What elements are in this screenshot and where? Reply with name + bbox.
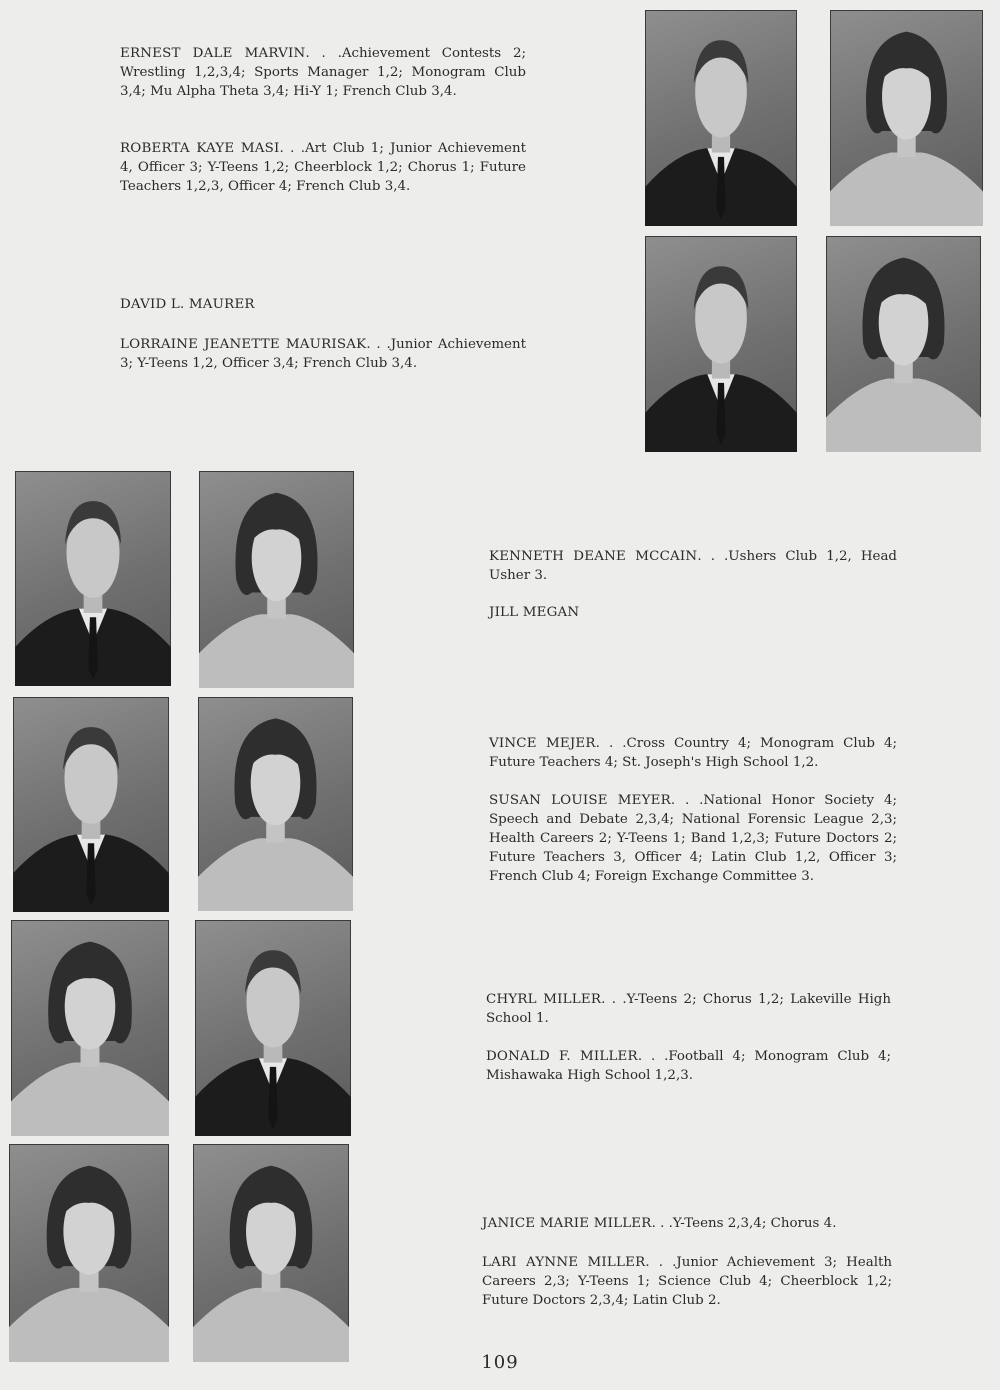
student-name: JANICE MARIE MILLER: [482, 1216, 652, 1231]
student-entry-jill-megan: [489, 603, 897, 622]
student-activities: . . .Y-Teens 2,3,4; Chorus 4.: [651, 1216, 837, 1231]
student-entry-kenneth-mccain: [489, 547, 897, 585]
student-name: ROBERTA KAYE MASI: [120, 141, 280, 156]
student-entry-ernest-marvin: [120, 44, 526, 101]
student-name: LARI AYNNE MILLER: [482, 1255, 646, 1270]
portrait-photo-ernest-marvin: [645, 10, 797, 226]
student-activities: . . .Art Club 1; Junior Achievement 4, Officer 3; Y-Teens 1,2; Cheerblock 1,2; Chorus 1; Future Teachers 1,2,3, Officer 4; French Club 3,4.: [120, 141, 526, 194]
student-activities: . . .Y-Teens 2; Chorus 1,2; Lakeville High School 1.: [486, 992, 891, 1026]
portrait-photo-jill-megan: [199, 471, 354, 688]
page-number: 109: [481, 1352, 519, 1373]
portrait-photo-david-maurer: [645, 236, 797, 452]
student-name: CHYRL MILLER: [486, 992, 602, 1007]
student-name: VINCE MEJER: [489, 736, 596, 751]
student-name: SUSAN LOUISE MEYER: [489, 793, 671, 808]
student-name: JILL MEGAN: [489, 605, 580, 620]
portrait-photo-lari-miller: [193, 1144, 349, 1362]
student-entry-david-maurer: [120, 295, 526, 314]
student-entry-lorraine-maurisak: [120, 335, 526, 373]
student-entry-roberta-masi: [120, 139, 526, 196]
student-entry-lari-miller: [482, 1253, 892, 1310]
portrait-photo-lorraine-maurisak: [826, 236, 981, 452]
student-activities: . . .Junior Achievement 3; Y-Teens 1,2, Officer 3,4; French Club 3,4.: [120, 337, 526, 371]
student-activities: . . .Ushers Club 1,2, Head Usher 3.: [489, 549, 897, 583]
student-entry-janice-miller: [482, 1214, 892, 1233]
student-entry-vince-mejer: [489, 734, 897, 772]
student-activities: . . .Football 4; Monogram Club 4; Mishawaka High School 1,2,3.: [486, 1049, 891, 1083]
student-entry-chyrl-miller: [486, 990, 891, 1028]
portrait-photo-kenneth-mccain: [15, 471, 171, 686]
student-name: ERNEST DALE MARVIN: [120, 46, 306, 61]
student-name: KENNETH DEANE MCCAIN: [489, 549, 698, 564]
student-name: LORRAINE JEANETTE MAURISAK: [120, 337, 367, 352]
student-activities: . . .Cross Country 4; Monogram Club 4; Future Teachers 4; St. Joseph's High School 1,2.: [489, 736, 897, 770]
portrait-photo-roberta-masi: [830, 10, 983, 226]
portrait-photo-susan-meyer: [198, 697, 353, 911]
portrait-photo-vince-mejer: [13, 697, 169, 912]
student-activities: . . .Junior Achievement 3; Health Careers 2,3; Y-Teens 1; Science Club 4; Cheerblock 1,2; Future Doctors 2,3,4; Latin Club 2.: [482, 1255, 893, 1308]
portrait-photo-donald-miller: [195, 920, 351, 1136]
student-name: DONALD F. MILLER: [486, 1049, 638, 1064]
student-entry-susan-meyer: [489, 791, 897, 886]
portrait-photo-janice-miller: [9, 1144, 169, 1362]
student-activities: . . .Achievement Contests 2; Wrestling 1,2,3,4; Sports Manager 1,2; Monogram Club 3,4; Mu Alpha Theta 3,4; Hi-Y 1; French Club 3,4.: [120, 46, 526, 99]
student-entry-donald-miller: [486, 1047, 891, 1085]
student-activities: . . .National Honor Society 4; Speech and Debate 2,3,4; National Forensic League 2,3; Health Careers 2; Y-Teens 1; Band 1,2,3; Future Doctors 2; Future Teachers 3, Officer 4; Latin Club 1,2, Officer 3; French Club 4; Foreign Exchange Committee 3.: [489, 793, 897, 884]
portrait-photo-chyrl-miller: [11, 920, 169, 1136]
student-name: DAVID L. MAURER: [120, 297, 255, 312]
